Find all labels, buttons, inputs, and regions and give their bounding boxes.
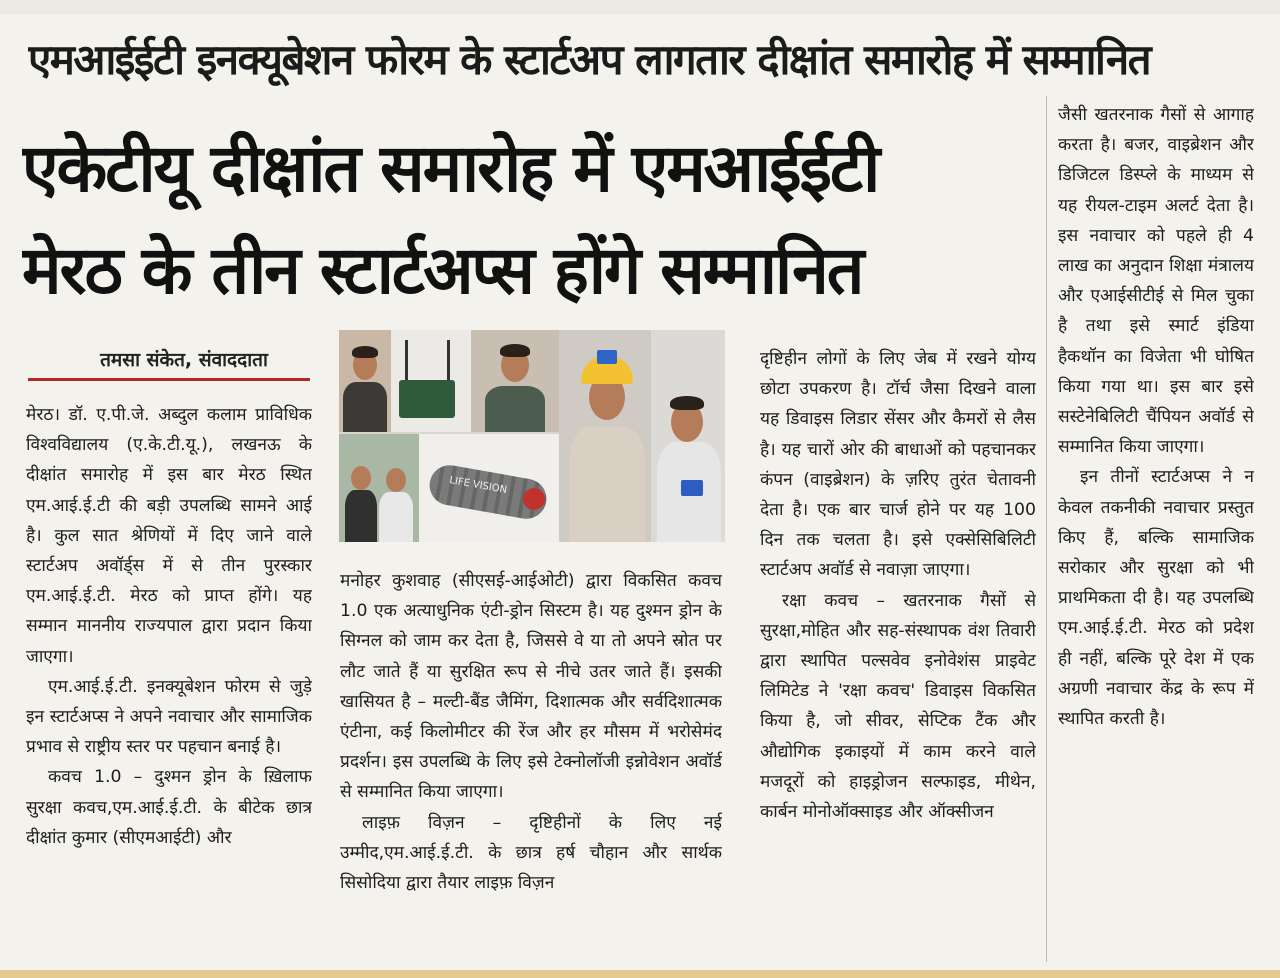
paragraph: रक्षा कवच – खतरनाक गैसों से सुरक्षा,मोहित और सह-संस्थापक वंश तिवारी द्वारा स्थापित पल्सवेव इनोवेशंस प्राइवेट लिमिटेड ने 'रक्षा कवच' डिवाइस विकसित किया है, जो सीवर, सेप्टिक टैंक और औद्योगिक इकाइयों में काम करने वाले मजदूरों को हाइड्रोजन सल्फाइड, मीथेन, कार्बन मोनोऑक्साइड और ऑक्सीजन: [760, 590, 1036, 823]
photo-person-helmet: [559, 330, 651, 542]
photo-person-panel: [471, 330, 559, 432]
main-headline: [22, 118, 1042, 322]
photo-life-vision-device: [419, 434, 559, 542]
product-label: LIFE VISION: [448, 475, 508, 496]
paragraph: लाइफ़ विज़न – दृष्टिहीनों के लिए नई उम्मीद,एम.आई.ई.टी. के छात्र हर्ष चौहान और सार्थक सिसोदिया द्वारा तैयार लाइफ़ विज़न: [340, 812, 722, 894]
byline-divider: [28, 378, 310, 381]
photo-person-panel: [339, 330, 391, 432]
paragraph: मेरठ। डॉ. ए.पी.जे. अब्दुल कलाम प्राविधिक विश्वविद्यालय (ए.के.टी.यू.), लखनऊ के दीक्षांत समारोह में इस बार मेरठ स्थित एम.आई.ई.टी की बड़ी उपलब्धि सामने आई है। कुल सात श्रेणियों में दिए जाने वाले स्टार्टअप अवॉर्ड्स में से तीन पुरस्कार एम.आई.ई.टी. मेरठ को प्राप्त होंगे। यह सम्मान माननीय राज्यपाल द्वारा प्रदान किया जाएगा।: [26, 405, 312, 667]
paragraph: जैसी खतरनाक गैसों से आगाह करता है। बजर, वाइब्रेशन और डिजिटल डिस्प्ले के माध्यम से यह रीयल-टाइम अलर्ट देता है। इस नवाचार को पहले ही 4 लाख का अनुदान शिक्षा मंत्रालय और एआईसीटीई से मिल चुका है तथा इसे स्मार्ट इंडिया हैकथॉन का विजेता भी घोषित किया गया था। इस बार इसे सस्टेनेबिलिटी चैंपियन अवॉर्ड से सम्मानित किया जाएगा।: [1058, 105, 1254, 458]
paragraph: एम.आई.ई.टी. इनक्यूबेशन फोरम से जुड़े इन स्टार्टअप्स ने अपने नवाचार और सामाजिक प्रभाव से राष्ट्रीय स्तर पर पहचान बनाई है।: [26, 676, 312, 758]
headline-line-1: एकेटीयू दीक्षांत समारोह में एमआईईटी: [22, 130, 879, 207]
article-column-3: [760, 344, 1036, 960]
photo-kavach-device: [391, 330, 471, 432]
startup-photo-collage: [339, 330, 725, 542]
byline: तमसा संकेत, संवाददाता: [100, 349, 268, 371]
bottom-strip: [0, 970, 1280, 978]
article-column-1: [26, 400, 312, 960]
paragraph: इन तीनों स्टार्टअप्स ने न केवल तकनीकी नवाचार प्रस्तुत किए हैं, बल्कि सामाजिक सरोकार और सुरक्षा को भी प्राथमिकता दी है। यह उपलब्धि एम.आई.ई.टी. मेरठ को प्रदेश ही नहीं, बल्कि पूरे देश में एक अग्रणी नवाचार केंद्र के रूप में स्थापित करती है।: [1058, 467, 1254, 730]
photo-person-device: [651, 330, 725, 542]
photo-people-panel: [339, 434, 419, 542]
paragraph: मनोहर कुशवाह (सीएसई-आईओटी) द्वारा विकसित कवच 1.0 एक अत्याधुनिक एंटी-ड्रोन सिस्टम है। यह दुश्मन ड्रोन के सिग्नल को जाम कर देता है, जिससे वे या तो अपने स्रोत पर लौट जाते हैं या सुरक्षित रूप से नीचे उतर जाते हैं। इसकी खासियत है – मल्टी-बैंड जैमिंग, दिशात्मक और सर्वदिशात्मक एंटीना, कई किलोमीटर की रेंज और हर मौसम में भरोसेमंद प्रदर्शन। इस उपलब्धि के लिए इसे टेक्नोलॉजी इन्नोवेशन अवॉर्ड से सम्मानित किया जाएगा।: [340, 571, 722, 803]
column-divider: [1046, 96, 1047, 962]
headline-line-2: मेरठ के तीन स्टार्टअप्स होंगे सम्मानित: [22, 232, 863, 309]
paragraph: कवच 1.0 – दुश्मन ड्रोन के ख़िलाफ सुरक्षा कवच,एम.आई.ई.टी. के बीटेक छात्र दीक्षांत कुमार (सीएमआईटी) और: [26, 767, 312, 848]
previous-article-strip: [0, 0, 1280, 14]
kicker-headline: एमआईईटी इनक्यूबेशन फोरम के स्टार्टअप लागतार दीक्षांत समारोह में सम्मानित: [28, 35, 1151, 84]
paragraph: दृष्टिहीन लोगों के लिए जेब में रखने योग्य छोटा उपकरण है। टॉर्च जैसा दिखने वाला यह डिवाइस लिडार सेंसर और कैमरों से लैस है। यह चारों ओर की बाधाओं को पहचानकर कंपन (वाइब्रेशन) के ज़रिए तुरंत चेतावनी देता है। एक बार चार्ज होने पर यह 100 दिन तक चलता है। इसे एक्सेसिबिलिटी स्टार्टअप अवॉर्ड से नवाज़ा जाएगा।: [760, 349, 1036, 581]
article-column-4: [1058, 100, 1254, 960]
article-column-2: [340, 566, 722, 960]
